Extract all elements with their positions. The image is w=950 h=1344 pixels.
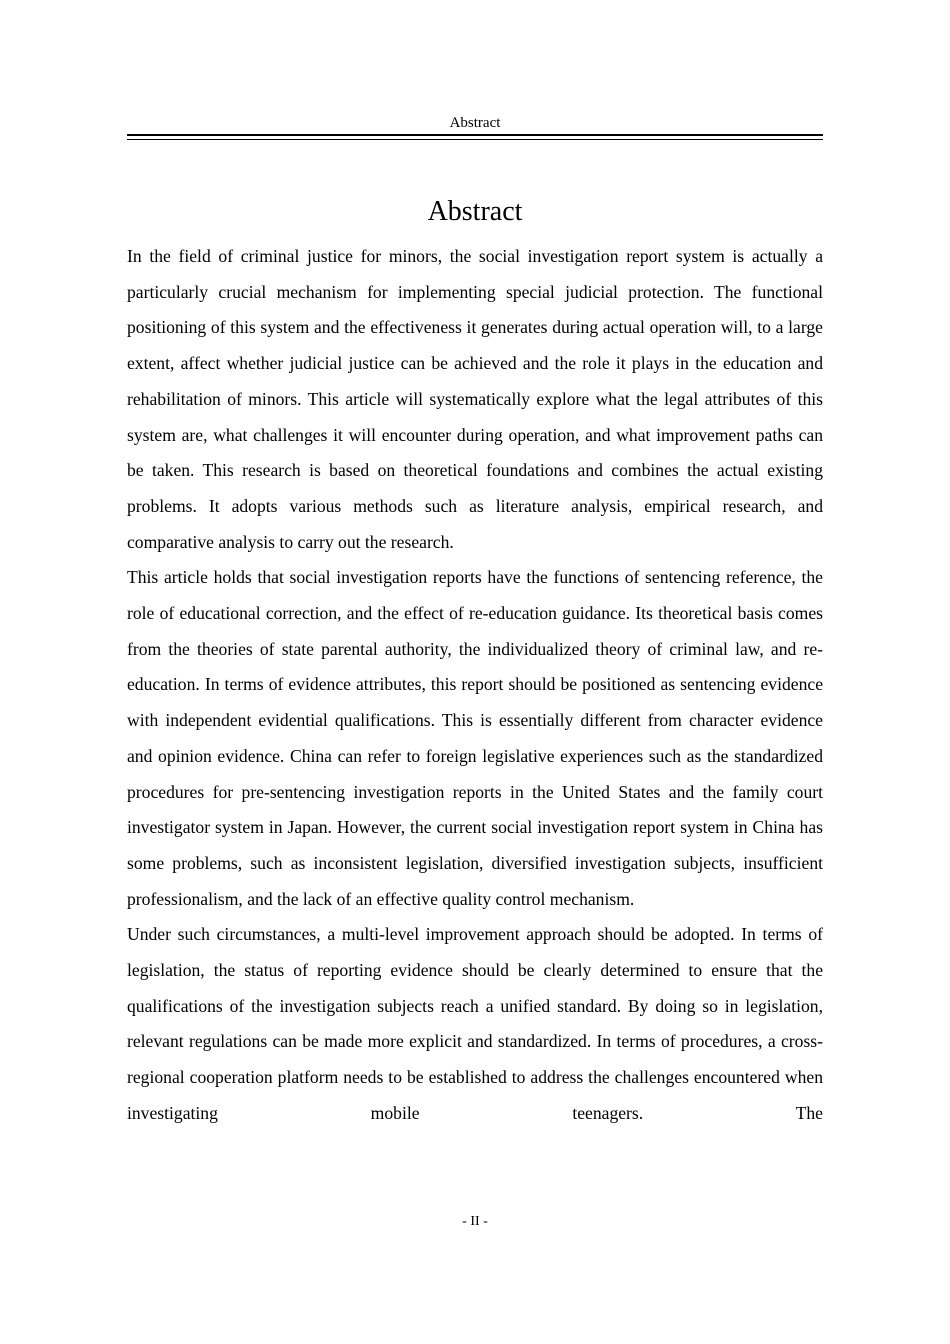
abstract-body bbox=[127, 239, 823, 1132]
header-rule-thick bbox=[127, 134, 823, 136]
running-header: Abstract bbox=[449, 115, 501, 131]
page-number: - II - bbox=[462, 1214, 488, 1229]
paragraph-3: Under such circumstances, a multi-level improvement approach should be adopted. In terms of legislation, the status of reporting evidence should be clearly determined to ensure that the qualifications of the investigation subjects reach a unified standard. By doing so in legislation, relevant regulations can be made more explicit and standardized. In terms of procedures, a cross-regional cooperation platform needs to be established to address the challenges encountered when investigating mobile teenagers. The bbox=[127, 924, 823, 1123]
paragraph-2: This article holds that social investigation reports have the functions of sentencing reference, the role of educational correction, and the effect of re-education guidance. Its theoretical basis comes from the theories of state parental authority, the individualized theory of criminal law, and re-education. In terms of evidence attributes, this report should be positioned as sentencing evidence with independent evidential qualifications. This is essentially different from character evidence and opinion evidence. China can refer to foreign legislative experiences such as the standardized procedures for pre-sentencing investigation reports in the United States and the family court investigator system in Japan. However, the current social investigation report system in China has some problems, such as inconsistent legislation, diversified investigation subjects, insufficient professionalism, and the lack of an effective quality control mechanism. bbox=[127, 567, 823, 909]
page-title: Abstract bbox=[427, 195, 523, 227]
paragraph-1: In the field of criminal justice for minors, the social investigation report system is actually a particularly crucial mechanism for implementing special judicial protection. The functional positioning of this system and the effectiveness it generates during actual operation will, to a large extent, affect whether judicial justice can be achieved and the role it plays in the education and rehabilitation of minors. This article will systematically explore what the legal attributes of this system are, what challenges it will encounter during operation, and what improvement paths can be taken. This research is based on theoretical foundations and combines the actual existing problems. It adopts various methods such as literature analysis, empirical research, and comparative analysis to carry out the research. bbox=[127, 246, 823, 552]
header-rule-thin bbox=[127, 139, 823, 140]
